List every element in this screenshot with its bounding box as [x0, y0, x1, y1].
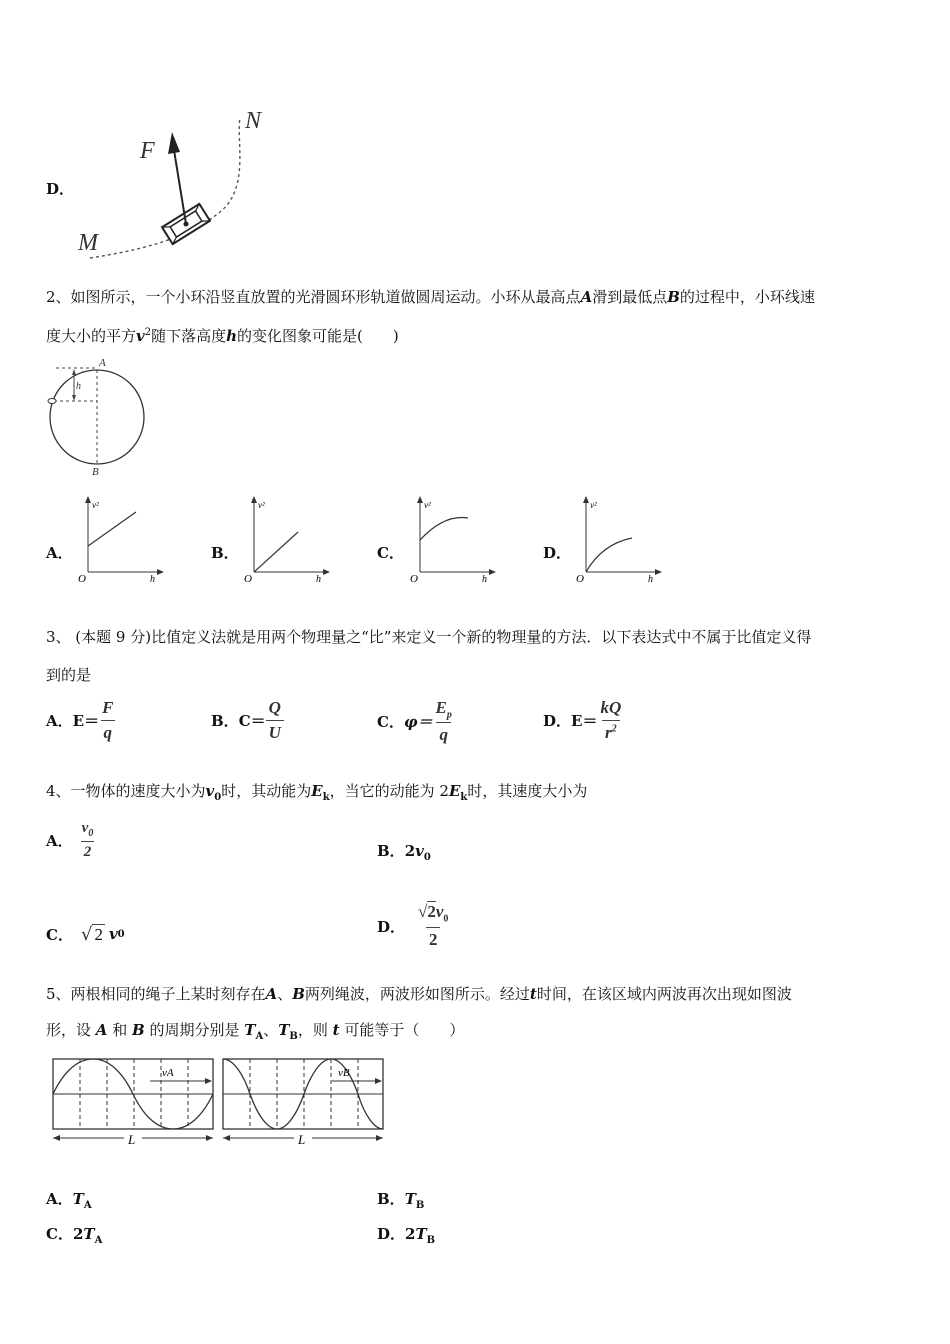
- svg-text:h: h: [316, 574, 321, 584]
- q2-option-c-graph[interactable]: [406, 494, 498, 584]
- q5-wave-figure: [50, 1056, 388, 1150]
- svg-text:h: h: [150, 574, 155, 584]
- q2-option-b-label[interactable]: B．: [211, 544, 239, 562]
- q4-option-c[interactable]: C． √ 2 v 0: [46, 923, 125, 945]
- q4-option-b[interactable]: B．$2v_0$: [377, 842, 431, 863]
- svg-text:h: h: [482, 574, 487, 584]
- q3-stem-line2: 到的是: [46, 666, 92, 684]
- fraction: $\frac{kQ}{r^2}$: [600, 698, 622, 742]
- q2-circle-figure: [44, 354, 154, 478]
- q4-option-a[interactable]: A． $\frac{v_0}{2}$: [46, 818, 96, 862]
- label-vA: vA: [162, 1067, 174, 1079]
- svg-text:O: O: [410, 573, 418, 584]
- q5-option-a[interactable]: A．$T_A$: [46, 1190, 92, 1211]
- q1-option-d-label[interactable]: D．: [46, 180, 75, 198]
- svg-text:O: O: [244, 573, 252, 584]
- sqrt-symbol: √: [80, 923, 93, 945]
- q5-stem-line1: 5、两根相同的绳子上某时刻存在A、B两列绳波，两波形如图所示。经过t时间，在该区域内两波再次出现如图波: [46, 985, 792, 1003]
- q4-option-d[interactable]: D． $\frac{√2v_0}{2}$: [377, 898, 451, 954]
- fraction: $\frac{√2v_0}{2}$: [418, 902, 449, 949]
- svg-text:v²: v²: [424, 500, 431, 510]
- svg-text:v²: v²: [258, 500, 265, 510]
- q3-option-d[interactable]: D． E＝ $\frac{kQ}{r^2}$: [543, 698, 624, 743]
- label-A: A: [99, 357, 106, 369]
- svg-text:v²: v²: [92, 500, 99, 510]
- q5-stem-line2: 形，设 A 和 B 的周期分别是 $T_A$、$T_B$，则 t 可能等于（ ）: [46, 1021, 465, 1042]
- svg-text:O: O: [78, 573, 86, 584]
- q2-option-d-graph[interactable]: [572, 494, 664, 584]
- q5-option-c[interactable]: C．$2T_A$: [46, 1225, 103, 1246]
- svg-text:h: h: [648, 574, 653, 584]
- q3-stem-line1: 3、 (本题 9 分)比值定义法就是用两个物理量之“比”来定义一个新的物理量的方法．以下表达式中不属于比值定义得: [46, 628, 812, 646]
- force-arrowhead: [168, 132, 180, 154]
- curve-path: [90, 118, 240, 258]
- q1-force-figure: [70, 100, 280, 270]
- q2-option-b-graph[interactable]: [240, 494, 332, 584]
- fraction: $\frac{E_p}{q}$: [435, 698, 452, 745]
- q2-option-c-label[interactable]: C．: [377, 544, 404, 562]
- label-M: M: [78, 230, 98, 256]
- label-F: F: [140, 138, 155, 164]
- q3-option-b[interactable]: B． C＝ $\frac{Q}{U}$: [211, 698, 284, 743]
- label-L: L: [128, 1132, 136, 1147]
- force-arrow: [174, 150, 186, 224]
- q2-option-a-label[interactable]: A．: [46, 544, 73, 562]
- q2-option-d-label[interactable]: D．: [543, 544, 572, 562]
- q2-option-a-graph[interactable]: [74, 494, 166, 584]
- svg-text:O: O: [576, 573, 584, 584]
- svg-text:v²: v²: [590, 500, 597, 510]
- q2-stem-line1: 2、如图所示，一个小环沿竖直放置的光滑圆环形轨道做圆周运动。小环从最高点A滑到最低点B的过程中，小环线速: [46, 288, 815, 306]
- fraction: $\frac{v_0}{2}$: [81, 819, 94, 860]
- label-h: h: [76, 381, 81, 392]
- label-N: N: [245, 108, 262, 134]
- label-B: B: [92, 466, 99, 478]
- q3-option-a[interactable]: A． E＝ $\frac{F}{q}$: [46, 698, 116, 743]
- q3-option-c[interactable]: C． φ＝ $\frac{E_p}{q}$: [377, 698, 455, 745]
- q5-option-b[interactable]: B．$T_B$: [377, 1190, 425, 1211]
- label-vB: vB: [338, 1067, 350, 1079]
- fraction: $\frac{Q}{U}$: [266, 698, 284, 743]
- label-L: L: [298, 1132, 306, 1147]
- q5-option-d[interactable]: D．$2T_B$: [377, 1225, 436, 1246]
- q2-stem-line2: 度大小的平方$v^2$随下落高度h的变化图象可能是( ): [46, 327, 399, 345]
- q4-stem: 4、一物体的速度大小为$v_0$时，其动能为$E_k$，当它的动能为 $2E_k$时，其速度大小为: [46, 782, 588, 803]
- fraction: $\frac{F}{q}$: [102, 698, 114, 742]
